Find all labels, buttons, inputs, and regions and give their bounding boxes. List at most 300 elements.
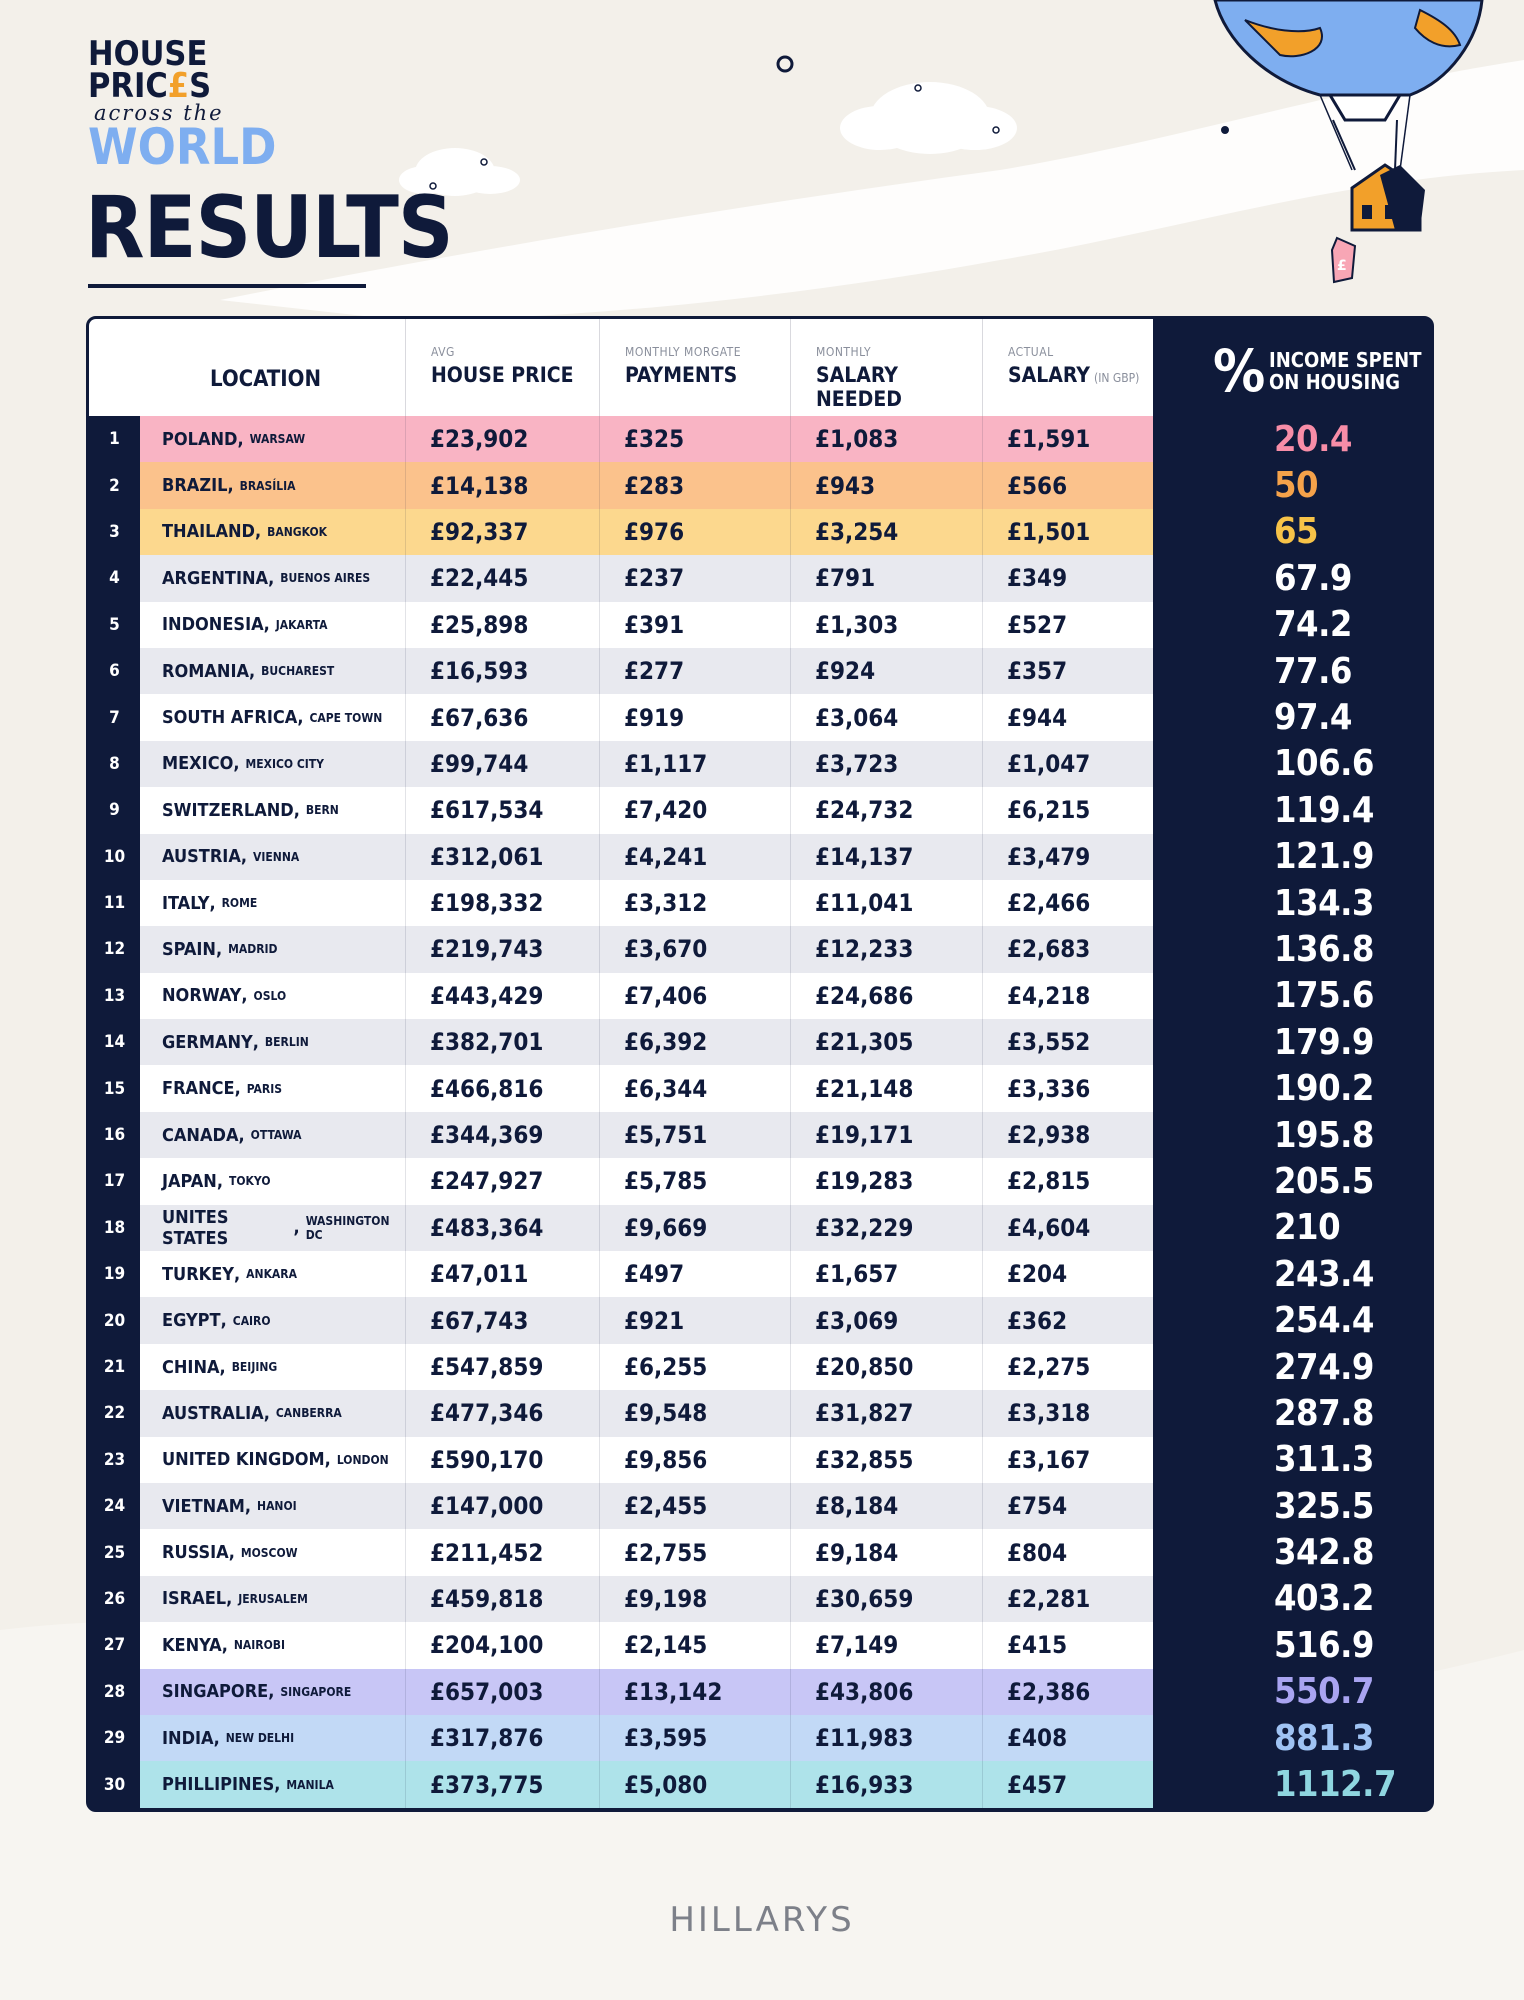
dot <box>778 57 792 71</box>
country-name: ITALY <box>162 892 210 914</box>
row-body <box>140 1297 1153 1343</box>
header-mortgage <box>599 319 790 416</box>
mortgage-cell: £497 <box>599 1251 790 1297</box>
income-pct-cell: 205.5 <box>1274 1160 1374 1202</box>
row-body <box>140 787 1153 833</box>
table-header <box>89 319 1153 416</box>
location-cell: UNITED KINGDOM , LONDON <box>162 1449 389 1471</box>
income-pct-cell: 119.4 <box>1274 789 1374 831</box>
results-table <box>86 316 1434 1812</box>
rank-number: 23 <box>103 1449 126 1470</box>
city-name: LONDON <box>336 1452 389 1467</box>
income-pct-cell: 190.2 <box>1274 1068 1374 1110</box>
income-pct-cell: 287.8 <box>1274 1392 1374 1434</box>
mortgage-cell: £3,670 <box>599 926 790 972</box>
income-pct-cell: 121.9 <box>1274 836 1374 878</box>
house-price-cell: £22,445 <box>405 555 599 601</box>
salary-needed-cell: £24,686 <box>790 973 982 1019</box>
mortgage-cell: £277 <box>599 648 790 694</box>
house-price-cell: £92,337 <box>405 509 599 555</box>
city-name: CAIRO <box>232 1313 271 1328</box>
city-name: NAIROBI <box>233 1638 286 1653</box>
location-cell: SOUTH AFRICA , CAPE TOWN <box>162 707 383 729</box>
country-name: AUSTRALIA <box>162 1402 264 1424</box>
income-pct-cell: 65 <box>1274 511 1319 553</box>
mortgage-cell: £6,344 <box>599 1065 790 1111</box>
rank-number: 2 <box>109 475 120 496</box>
table-row <box>89 1390 1434 1436</box>
header-house-price <box>405 319 599 416</box>
table-row <box>89 1112 1434 1158</box>
row-body <box>140 1622 1153 1668</box>
table-row <box>89 1251 1434 1297</box>
actual-salary-cell: £357 <box>982 648 1153 694</box>
location-cell: GERMANY , BERLIN <box>162 1031 309 1053</box>
header-house-price-small: AVG <box>431 345 455 359</box>
mortgage-cell: £6,255 <box>599 1344 790 1390</box>
location-cell: NORWAY , OSLO <box>162 985 287 1007</box>
mortgage-cell: £5,751 <box>599 1112 790 1158</box>
country-name: EGYPT <box>162 1310 221 1332</box>
salary-needed-cell: £3,723 <box>790 741 982 787</box>
house-price-cell: £147,000 <box>405 1483 599 1529</box>
income-pct-cell: 311.3 <box>1274 1439 1374 1481</box>
row-body <box>140 1483 1153 1529</box>
city-name: BUCHAREST <box>261 664 335 679</box>
rank-number: 26 <box>103 1588 126 1609</box>
house-price-cell: £382,701 <box>405 1019 599 1065</box>
location-cell: KENYA , NAIROBI <box>162 1634 286 1656</box>
city-name: BUENOS AIRES <box>280 571 371 586</box>
house-price-cell: £25,898 <box>405 602 599 648</box>
salary-needed-cell: £14,137 <box>790 834 982 880</box>
house-price-cell: £443,429 <box>405 973 599 1019</box>
actual-salary-cell: £3,479 <box>982 834 1153 880</box>
actual-salary-cell: £2,938 <box>982 1112 1153 1158</box>
table-row <box>89 1529 1434 1575</box>
salary-needed-cell: £1,303 <box>790 602 982 648</box>
row-body <box>140 1112 1153 1158</box>
income-pct-cell: 77.6 <box>1274 650 1352 692</box>
row-body <box>140 1576 1153 1622</box>
table-row <box>89 1437 1434 1483</box>
mortgage-cell: £9,548 <box>599 1390 790 1436</box>
price-tag-icon <box>1332 238 1355 282</box>
city-name: SINGAPORE <box>280 1684 352 1699</box>
table-row <box>89 880 1434 926</box>
country-name: ISRAEL <box>162 1588 227 1610</box>
income-pct-cell: 210 <box>1274 1207 1341 1249</box>
mortgage-cell: £391 <box>599 602 790 648</box>
income-pct-cell: 274.9 <box>1274 1346 1374 1388</box>
header-mortgage-big: PAYMENTS <box>625 363 738 387</box>
actual-salary-cell: £527 <box>982 602 1153 648</box>
mortgage-cell: £2,145 <box>599 1622 790 1668</box>
city-name: MANILA <box>286 1777 334 1792</box>
city-name: OSLO <box>253 988 287 1003</box>
row-body <box>140 648 1153 694</box>
house-price-cell: £317,876 <box>405 1715 599 1761</box>
location-cell: INDIA , NEW DELHI <box>162 1727 295 1749</box>
table-row <box>89 1483 1434 1529</box>
house-price-cell: £99,744 <box>405 741 599 787</box>
location-cell: ITALY , ROME <box>162 892 258 914</box>
location-cell: UNITES STATES , WASHINGTON DC <box>140 1205 405 1251</box>
actual-salary-cell: £804 <box>982 1529 1153 1575</box>
income-pct-cell: 550.7 <box>1274 1671 1374 1713</box>
mortgage-cell: £237 <box>599 555 790 601</box>
row-body <box>140 1669 1153 1715</box>
location-cell: VIETNAM , HANOI <box>162 1495 297 1517</box>
location-cell: RUSSIA , MOSCOW <box>162 1542 298 1564</box>
location-cell: AUSTRALIA , CANBERRA <box>162 1402 342 1424</box>
actual-salary-cell: £349 <box>982 555 1153 601</box>
house-price-cell: £198,332 <box>405 880 599 926</box>
country-name: INDONESIA <box>162 614 264 636</box>
rank-number: 21 <box>103 1357 126 1377</box>
house-price-cell: £466,816 <box>405 1065 599 1111</box>
country-name: GERMANY <box>162 1031 253 1053</box>
actual-salary-cell: £415 <box>982 1622 1153 1668</box>
city-name: PARIS <box>246 1081 283 1096</box>
location-cell: AUSTRIA , VIENNA <box>162 846 300 868</box>
table-body <box>89 416 1434 1808</box>
income-pct-cell: 106.6 <box>1274 743 1374 785</box>
country-name: MEXICO <box>162 753 234 775</box>
salary-needed-cell: £9,184 <box>790 1529 982 1575</box>
income-pct-cell: 175.6 <box>1274 975 1374 1017</box>
city-name: CAPE TOWN <box>309 710 383 725</box>
rank-number: 22 <box>103 1403 126 1424</box>
footer-brand-logo: HILLARYS <box>669 1900 855 1940</box>
location-cell: ARGENTINA , BUENOS AIRES <box>162 567 371 589</box>
rank-number: 18 <box>103 1217 126 1238</box>
city-name: WASHINGTON DC <box>305 1213 390 1242</box>
mortgage-cell: £2,755 <box>599 1529 790 1575</box>
dot <box>1221 126 1229 134</box>
city-name: BRASÍLIA <box>239 478 296 493</box>
rank-number: 4 <box>109 568 120 589</box>
table-row <box>89 1669 1434 1715</box>
salary-needed-cell: £7,149 <box>790 1622 982 1668</box>
house-price-cell: £590,170 <box>405 1437 599 1483</box>
location-cell: SPAIN , MADRID <box>162 938 278 960</box>
country-name: SINGAPORE <box>162 1681 269 1703</box>
svg-text:£: £ <box>1337 258 1347 274</box>
salary-needed-cell: £21,148 <box>790 1065 982 1111</box>
house-price-cell: £657,003 <box>405 1669 599 1715</box>
row-body <box>140 1205 1153 1251</box>
income-pct-cell: 67.9 <box>1274 557 1352 599</box>
house-price-cell: £344,369 <box>405 1112 599 1158</box>
house-price-cell: £312,061 <box>405 834 599 880</box>
table-row <box>89 787 1434 833</box>
city-name: TOKYO <box>229 1174 271 1189</box>
table-row <box>89 834 1434 880</box>
logo-line-3: across the <box>94 101 224 125</box>
city-name: JERUSALEM <box>238 1591 308 1606</box>
country-name: THAILAND <box>162 521 256 543</box>
salary-needed-cell: £8,184 <box>790 1483 982 1529</box>
house-price-cell: £211,452 <box>405 1529 599 1575</box>
table-row <box>89 1576 1434 1622</box>
city-name: HANOI <box>257 1499 297 1514</box>
salary-needed-cell: £30,659 <box>790 1576 982 1622</box>
rank-number: 16 <box>103 1125 126 1146</box>
salary-needed-cell: £943 <box>790 462 982 508</box>
header-actual-salary-small: ACTUAL <box>1008 345 1054 359</box>
country-name: JAPAN <box>162 1170 217 1192</box>
table-row <box>89 1205 1434 1251</box>
city-name: VIENNA <box>253 849 300 864</box>
salary-needed-cell: £11,983 <box>790 1715 982 1761</box>
city-name: BERLIN <box>264 1035 309 1050</box>
salary-needed-cell: £11,041 <box>790 880 982 926</box>
logo-line-1: HOUSE <box>88 34 208 74</box>
rank-number: 15 <box>103 1078 126 1099</box>
rank-number: 1 <box>109 429 120 450</box>
logo-line-4: WORLD <box>88 118 277 176</box>
table-row <box>89 555 1434 601</box>
table-row <box>89 741 1434 787</box>
rank-number: 20 <box>103 1310 126 1331</box>
house-price-cell: £617,534 <box>405 787 599 833</box>
salary-needed-cell: £31,827 <box>790 1390 982 1436</box>
row-body <box>140 1437 1153 1483</box>
location-cell: CANADA , OTTAWA <box>162 1124 302 1146</box>
mortgage-cell: £9,669 <box>599 1205 790 1251</box>
row-body <box>140 1158 1153 1204</box>
header-salary-needed-big: SALARY NEEDED <box>816 363 902 411</box>
mortgage-cell: £325 <box>599 416 790 462</box>
table-row <box>89 1158 1434 1204</box>
house-price-cell: £483,364 <box>405 1205 599 1251</box>
house-price-cell: £204,100 <box>405 1622 599 1668</box>
actual-salary-cell: £3,318 <box>982 1390 1153 1436</box>
income-pct-cell: 403.2 <box>1274 1578 1374 1620</box>
mortgage-cell: £5,080 <box>599 1761 790 1807</box>
mortgage-cell: £976 <box>599 509 790 555</box>
mortgage-cell: £7,406 <box>599 973 790 1019</box>
location-cell: ISRAEL , JERUSALEM <box>162 1588 308 1610</box>
salary-needed-cell: £21,305 <box>790 1019 982 1065</box>
house-price-cell: £247,927 <box>405 1158 599 1204</box>
rank-number: 14 <box>103 1032 126 1053</box>
mortgage-cell: £921 <box>599 1297 790 1343</box>
rank-number: 10 <box>103 846 126 867</box>
country-name: CANADA <box>162 1124 239 1146</box>
header-mortgage-small: MONTHLY MORGATE <box>625 345 742 359</box>
table-row <box>89 973 1434 1019</box>
country-name: VIETNAM <box>162 1495 245 1517</box>
row-body <box>140 973 1153 1019</box>
row-body <box>140 555 1153 601</box>
country-name: CHINA <box>162 1356 220 1378</box>
row-body <box>140 1251 1153 1297</box>
salary-needed-cell: £3,069 <box>790 1297 982 1343</box>
logo-line-2: PRIC£S <box>88 66 212 106</box>
actual-salary-cell: £6,215 <box>982 787 1153 833</box>
city-name: WARSAW <box>249 432 306 447</box>
location-cell: SINGAPORE , SINGAPORE <box>162 1681 352 1703</box>
rank-number: 13 <box>103 985 126 1006</box>
salary-needed-cell: £19,171 <box>790 1112 982 1158</box>
cloud-icon <box>840 82 1017 154</box>
header-actual-salary-big: SALARY (IN GBP) <box>1008 363 1140 387</box>
header-actual-salary <box>982 319 1153 416</box>
header-rank-cell <box>89 319 140 416</box>
rank-number: 24 <box>103 1496 126 1517</box>
income-pct-cell: 97.4 <box>1274 697 1352 739</box>
location-cell: POLAND , WARSAW <box>162 428 306 450</box>
salary-needed-cell: £1,657 <box>790 1251 982 1297</box>
table-row <box>89 1761 1434 1807</box>
income-pct-cell: 74.2 <box>1274 604 1352 646</box>
rank-number: 19 <box>103 1264 126 1285</box>
row-body <box>140 1761 1153 1807</box>
header-salary-needed <box>790 319 982 416</box>
actual-salary-cell: £566 <box>982 462 1153 508</box>
header-house-price-big: HOUSE PRICE <box>431 363 574 387</box>
rank-number: 11 <box>103 893 126 914</box>
location-cell: JAPAN , TOKYO <box>162 1170 271 1192</box>
table-row <box>89 509 1434 555</box>
row-body <box>140 1019 1153 1065</box>
house-price-cell: £373,775 <box>405 1761 599 1807</box>
header-actual-salary-unit: (IN GBP) <box>1093 371 1140 385</box>
actual-salary-cell: £2,683 <box>982 926 1153 972</box>
table-row <box>89 648 1434 694</box>
salary-needed-cell: £43,806 <box>790 1669 982 1715</box>
country-name: FRANCE <box>162 1078 235 1100</box>
table-row <box>89 462 1434 508</box>
income-pct-cell: 254.4 <box>1274 1300 1374 1342</box>
house-price-cell: £459,818 <box>405 1576 599 1622</box>
country-name: SOUTH AFRICA <box>162 707 298 729</box>
actual-salary-cell: £2,815 <box>982 1158 1153 1204</box>
income-pct-cell: 50 <box>1274 465 1319 507</box>
city-name: ROME <box>221 896 258 911</box>
house-price-cell: £23,902 <box>405 416 599 462</box>
city-name: MOSCOW <box>240 1545 298 1560</box>
location-cell: FRANCE , PARIS <box>162 1078 283 1100</box>
house-price-cell: £547,859 <box>405 1344 599 1390</box>
country-name: NORWAY <box>162 985 242 1007</box>
location-cell: THAILAND , BANGKOK <box>162 521 328 543</box>
country-name: ARGENTINA <box>162 567 269 589</box>
table-row <box>89 416 1434 462</box>
salary-needed-cell: £3,254 <box>790 509 982 555</box>
table-row <box>89 1344 1434 1390</box>
country-name: AUSTRIA <box>162 846 241 868</box>
country-name: BRAZIL <box>162 475 228 497</box>
row-body <box>140 462 1153 508</box>
house-price-cell: £219,743 <box>405 926 599 972</box>
table-row <box>89 1019 1434 1065</box>
city-name: BEIJING <box>231 1360 278 1374</box>
row-body <box>140 1065 1153 1111</box>
actual-salary-cell: £3,167 <box>982 1437 1153 1483</box>
location-cell: TURKEY , ANKARA <box>162 1263 297 1285</box>
location-cell: MEXICO , MEXICO CITY <box>162 753 324 775</box>
house-price-cell: £477,346 <box>405 1390 599 1436</box>
salary-needed-cell: £19,283 <box>790 1158 982 1204</box>
rank-number: 3 <box>109 521 120 542</box>
rank-number: 25 <box>103 1542 126 1563</box>
country-name: ROMANIA <box>162 660 249 682</box>
city-name: JAKARTA <box>275 617 328 632</box>
salary-needed-cell: £20,850 <box>790 1344 982 1390</box>
income-pct-cell: 134.3 <box>1274 882 1374 924</box>
city-name: BERN <box>305 803 339 818</box>
actual-salary-cell: £754 <box>982 1483 1153 1529</box>
country-name: UNITED KINGDOM <box>162 1449 325 1471</box>
rank-number: 9 <box>109 800 120 821</box>
actual-salary-cell: £457 <box>982 1761 1153 1807</box>
city-name: BANGKOK <box>267 524 328 539</box>
location-cell: ROMANIA , BUCHAREST <box>162 660 335 682</box>
actual-salary-cell: £944 <box>982 694 1153 740</box>
title-underline <box>88 284 366 288</box>
country-name: PHILLIPINES <box>162 1774 275 1796</box>
actual-salary-cell: £2,386 <box>982 1669 1153 1715</box>
rank-number: 29 <box>103 1728 126 1749</box>
country-name: RUSSIA <box>162 1542 229 1564</box>
row-body <box>140 602 1153 648</box>
house-price-cell: £67,743 <box>405 1297 599 1343</box>
header-income-pct <box>1153 319 1434 416</box>
location-cell: SWITZERLAND , BERN <box>162 799 339 821</box>
table-row <box>89 1065 1434 1111</box>
rank-number: 5 <box>109 614 120 635</box>
percent-symbol: % <box>1213 337 1266 405</box>
actual-salary-cell: £408 <box>982 1715 1153 1761</box>
table-row <box>89 926 1434 972</box>
row-body <box>140 509 1153 555</box>
location-cell: EGYPT , CAIRO <box>162 1310 271 1332</box>
house-price-cell: £67,636 <box>405 694 599 740</box>
city-name: CANBERRA <box>275 1406 342 1421</box>
city-name: NEW DELHI <box>225 1731 295 1746</box>
header-location-label: LOCATION <box>210 367 322 392</box>
salary-needed-cell: £32,229 <box>790 1205 982 1251</box>
mortgage-cell: £6,392 <box>599 1019 790 1065</box>
mortgage-cell: £4,241 <box>599 834 790 880</box>
house-price-cell: £14,138 <box>405 462 599 508</box>
rank-number: 12 <box>103 939 126 960</box>
mortgage-cell: £9,198 <box>599 1576 790 1622</box>
brand-logo <box>88 34 277 176</box>
table-row <box>89 1297 1434 1343</box>
mortgage-cell: £3,595 <box>599 1715 790 1761</box>
mortgage-cell: £3,312 <box>599 880 790 926</box>
country-name: INDIA <box>162 1727 214 1749</box>
income-pct-cell: 516.9 <box>1274 1624 1374 1666</box>
mortgage-cell: £5,785 <box>599 1158 790 1204</box>
actual-salary-cell: £362 <box>982 1297 1153 1343</box>
location-cell: INDONESIA , JAKARTA <box>162 614 328 636</box>
salary-needed-cell: £16,933 <box>790 1761 982 1807</box>
city-name: OTTAWA <box>250 1128 302 1143</box>
rank-number: 7 <box>109 707 120 728</box>
city-name: ANKARA <box>246 1267 297 1282</box>
row-body <box>140 880 1153 926</box>
mortgage-cell: £2,455 <box>599 1483 790 1529</box>
salary-needed-cell: £791 <box>790 555 982 601</box>
actual-salary-cell: £1,501 <box>982 509 1153 555</box>
salary-needed-cell: £12,233 <box>790 926 982 972</box>
row-body <box>140 1715 1153 1761</box>
